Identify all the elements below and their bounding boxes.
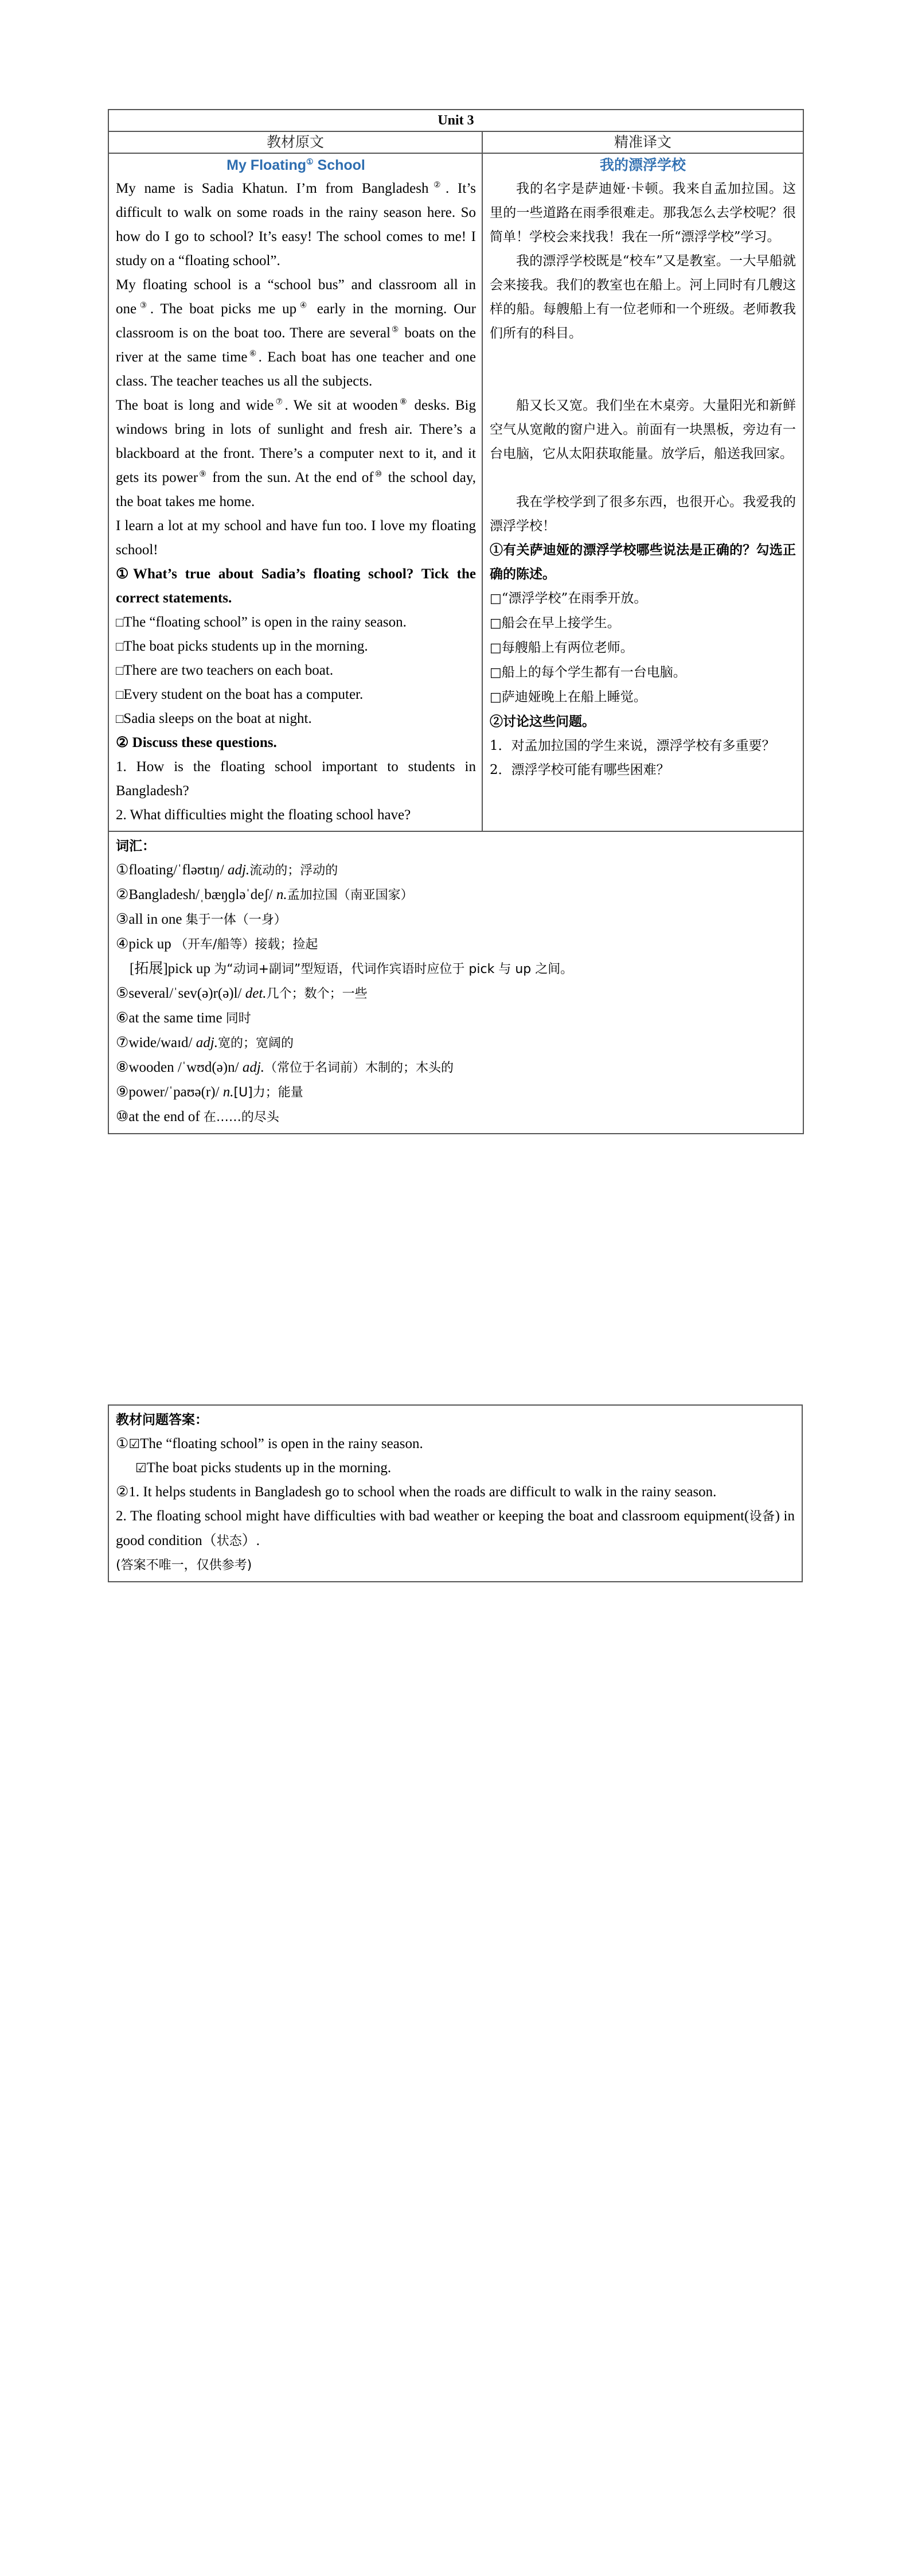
chinese-paragraph-1: 我的名字是萨迪娅·卡顿。我来自孟加拉国。这里的一些道路在雨季很难走。那我怎么去学校呢？很简单！学校会来找我！我在一所“漂浮学校”学习。 bbox=[490, 181, 796, 244]
option-5: □Sadia sleeps on the boat at night. bbox=[116, 711, 312, 726]
vocab-item: ⑧wooden /ˈwʊd(ə)n/ adj.（常位于名词前）木制的；木头的 bbox=[116, 1060, 454, 1075]
option-4: □Every student on the boat has a computer. bbox=[116, 687, 364, 702]
english-paragraph-2: My floating school is a “school bus” and classroom all in one③. The boat picks me up④ early in the morning. Our classroom is on the boat too. There are several⑤ boats on the river at the same time⑥. Each boat has one teacher and one class. The teacher teaches us all the subjects. bbox=[116, 277, 476, 389]
vocabulary-label: 词汇： bbox=[116, 839, 155, 854]
vocab-item: ⑩at the end of 在……的尽头 bbox=[116, 1109, 279, 1124]
checkbox-icon: □ bbox=[490, 666, 502, 680]
vocab-item: ①floating/ˈfləʊtɪŋ/ adj.流动的；浮动的 bbox=[116, 862, 338, 878]
vocab-item: ②Bangladesh/ˌbæŋɡləˈdeʃ/ n.孟加拉国（南亚国家） bbox=[116, 887, 413, 902]
checkbox-icon: □ bbox=[116, 663, 124, 678]
answers-note: (答案不唯一，仅供参考) bbox=[116, 1558, 252, 1573]
chinese-paragraph-4: 我在学校学到了很多东西，也很开心。我爱我的漂浮学校！ bbox=[490, 495, 796, 534]
option-2-zh: □船会在早上接学生。 bbox=[490, 616, 620, 631]
checkbox-icon: □ bbox=[116, 615, 124, 629]
option-1: □The “floating school” is open in the rainy season. bbox=[116, 614, 407, 630]
vocab-item: ④pick up （开车/船等）接载；捡起 bbox=[116, 936, 318, 952]
english-paragraph-3: The boat is long and wide⑦. We sit at wooden⑧ desks. Big windows bring in lots of sunlight and fresh air. There’s a blackboard at the front. There’s a computer next to it, and it gets its power⑨ from the sun. At the end of⑩ the school day, the boat takes me home. bbox=[116, 398, 476, 509]
vocab-item: [拓展]pick up 为“动词+副词”型短语，代词作宾语时应位于 pick 与 up 之间。 bbox=[130, 961, 573, 976]
option-5-zh: □萨迪娅晚上在船上睡觉。 bbox=[490, 690, 647, 705]
answers-table bbox=[108, 1404, 803, 1582]
discussion-2-zh: 2．漂浮学校可能有哪些困难？ bbox=[490, 762, 670, 777]
checkbox-icon: □ bbox=[490, 641, 502, 655]
english-paragraph-1: My name is Sadia Khatun. I’m from Bangladesh②. It’s difficult to walk on some roads in the rainy season here. So how do I go to school? It’s easy! The school comes to me! I study on a “floating school”. bbox=[116, 181, 476, 269]
checkbox-icon: □ bbox=[490, 616, 502, 631]
option-3-zh: □每艘船上有两位老师。 bbox=[490, 640, 634, 655]
discussion-1: 1. How is the floating school important to students in Bangladesh? bbox=[116, 759, 476, 799]
discussion-2: 2. What difficulties might the floating school have? bbox=[116, 807, 411, 823]
answers-label: 教材问题答案： bbox=[116, 1412, 208, 1427]
unit-title: Unit 3 bbox=[108, 110, 803, 131]
question-2-zh: ②讨论这些问题。 bbox=[490, 714, 595, 729]
answers-block bbox=[108, 1404, 803, 1582]
answer-1-line-2: ☑The boat picks students up in the morning. bbox=[135, 1460, 392, 1476]
option-1-zh: □“漂浮学校”在雨季开放。 bbox=[490, 591, 647, 606]
discussion-1-zh: 1．对孟加拉国的学生来说，漂浮学校有多重要？ bbox=[490, 738, 775, 753]
checkbox-icon: □ bbox=[490, 592, 502, 606]
checkbox-icon: □ bbox=[116, 639, 124, 653]
answer-1-line-1: ①☑The “floating school” is open in the rainy season. bbox=[116, 1436, 423, 1452]
vocabulary-section bbox=[108, 831, 803, 1134]
vocab-item: ⑥at the same time 同时 bbox=[116, 1010, 251, 1026]
answer-2-1: ②1. It helps students in Bangladesh go to school when the roads are difficult to walk in the rainy season. bbox=[116, 1484, 717, 1500]
option-4-zh: □船上的每个学生都有一台电脑。 bbox=[490, 665, 686, 680]
lesson-table bbox=[108, 109, 804, 1134]
story-title: My Floating① School bbox=[226, 157, 365, 173]
option-2: □The boat picks students up in the morning. bbox=[116, 639, 368, 654]
question-1-zh: ①有关萨迪娅的漂浮学校哪些说法是正确的？勾选正确的陈述。 bbox=[490, 542, 796, 582]
checked-box-icon: ☑ bbox=[135, 1461, 147, 1475]
checked-box-icon: ☑ bbox=[128, 1437, 140, 1451]
story-title-zh: 我的漂浮学校 bbox=[599, 157, 686, 173]
vocab-item: ⑨power/ˈpaʊə(r)/ n.[U]力；能量 bbox=[116, 1084, 303, 1100]
english-column bbox=[108, 153, 482, 831]
option-3: □There are two teachers on each boat. bbox=[116, 663, 334, 678]
checkbox-icon: □ bbox=[116, 687, 124, 702]
answers-section bbox=[108, 1405, 802, 1582]
question-2: ② Discuss these questions. bbox=[116, 735, 277, 750]
vocab-item: ⑦wide/waɪd/ adj.宽的；宽阔的 bbox=[116, 1035, 294, 1050]
vocab-item: ⑤several/ˈsev(ə)r(ə)l/ det.几个；数个；一些 bbox=[116, 986, 368, 1001]
chinese-paragraph-3: 船又长又宽。我们坐在木桌旁。大量阳光和新鲜空气从宽敞的窗户进入。前面有一块黑板，旁边有一台电脑，它从太阳获取能量。放学后，船送我回家。 bbox=[490, 398, 796, 461]
question-1: ①What’s true about Sadia’s floating school? Tick the correct statements. bbox=[116, 566, 476, 606]
answer-2-2: 2. The floating school might have difficulties with bad weather or keeping the boat and classroom equipment(设备) in good condition（状态）. bbox=[116, 1508, 795, 1548]
checkbox-icon: □ bbox=[490, 690, 502, 705]
checkbox-icon: □ bbox=[116, 711, 124, 726]
english-paragraph-4: I learn a lot at my school and have fun too. I love my floating school! bbox=[116, 518, 476, 558]
lesson-table-block bbox=[108, 109, 803, 1134]
chinese-column bbox=[482, 153, 803, 831]
vocab-item: ③all in one 集于一体（一身） bbox=[116, 912, 287, 927]
header-original: 教材原文 bbox=[108, 131, 482, 153]
chinese-paragraph-2: 我的漂浮学校既是“校车”又是教室。一大早船就会来接我。我们的教室也在船上。河上同时有几艘这样的船。每艘船上有一位老师和一个班级。老师教我们所有的科目。 bbox=[490, 254, 796, 341]
header-translation: 精准译文 bbox=[482, 131, 803, 153]
